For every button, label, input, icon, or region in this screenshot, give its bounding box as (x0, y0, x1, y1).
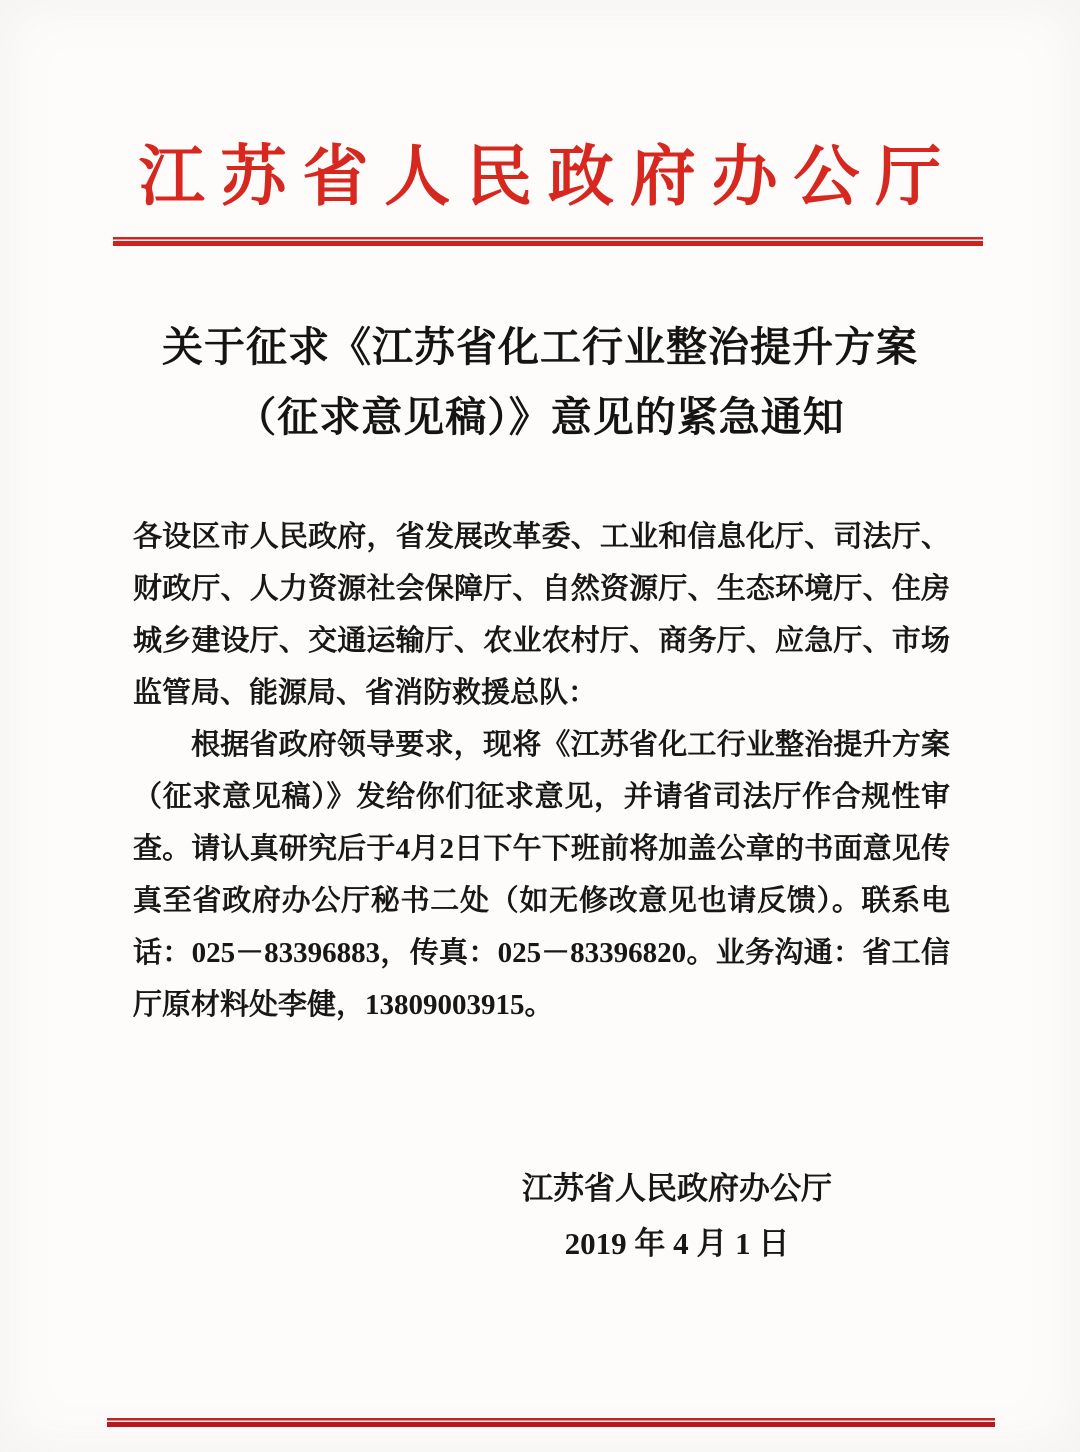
paragraph-main (133, 719, 950, 1031)
footer-red-rule (107, 1418, 995, 1427)
body-line: 厅原材料处李健，13809003915。 (133, 989, 554, 1021)
body-line: 城乡建设厅、交通运输厅、农业农村厅、商务厅、应急厅、市场 (133, 625, 950, 657)
body-line: 财政厅、人力资源社会保障厅、自然资源厅、生态环境厅、住房 (133, 573, 950, 605)
letterhead-red-rule (113, 237, 983, 246)
body-line: 话：025－83396883，传真：025－83396820。业务沟通：省工信 (133, 937, 950, 969)
body-line: 监管局、能源局、省消防救援总队： (133, 677, 598, 709)
signature-org: 江苏省人民政府办公厅 (522, 1171, 832, 1206)
doc-title-line-2: （征求意见稿）》意见的紧急通知 (235, 394, 845, 440)
body-line: 根据省政府领导要求，现将《江苏省化工行业整治提升方案 (191, 729, 950, 761)
signature-block (462, 1161, 892, 1271)
body-line: 各设区市人民政府，省发展改革委、工业和信息化厅、司法厅、 (133, 521, 950, 553)
doc-title-line-1: 关于征求《江苏省化工行业整治提升方案 (162, 324, 918, 370)
letterhead-org-name: 江苏省人民政府办公厅 (138, 141, 958, 214)
signature-date: 2019 年 4 月 1 日 (564, 1226, 790, 1261)
body-line: 真至省政府办公厅秘书二处（如无修改意见也请反馈）。联系电 (133, 885, 950, 917)
body-line: （征求意见稿）》发给你们征求意见，并请省司法厅作合规性审 (133, 781, 950, 813)
body-line: 查。请认真研究后于4月2日下午下班前将加盖公章的书面意见传 (133, 833, 950, 865)
doc-title (0, 312, 1080, 452)
paragraph-recipients (133, 511, 950, 719)
doc-body (133, 511, 950, 1031)
